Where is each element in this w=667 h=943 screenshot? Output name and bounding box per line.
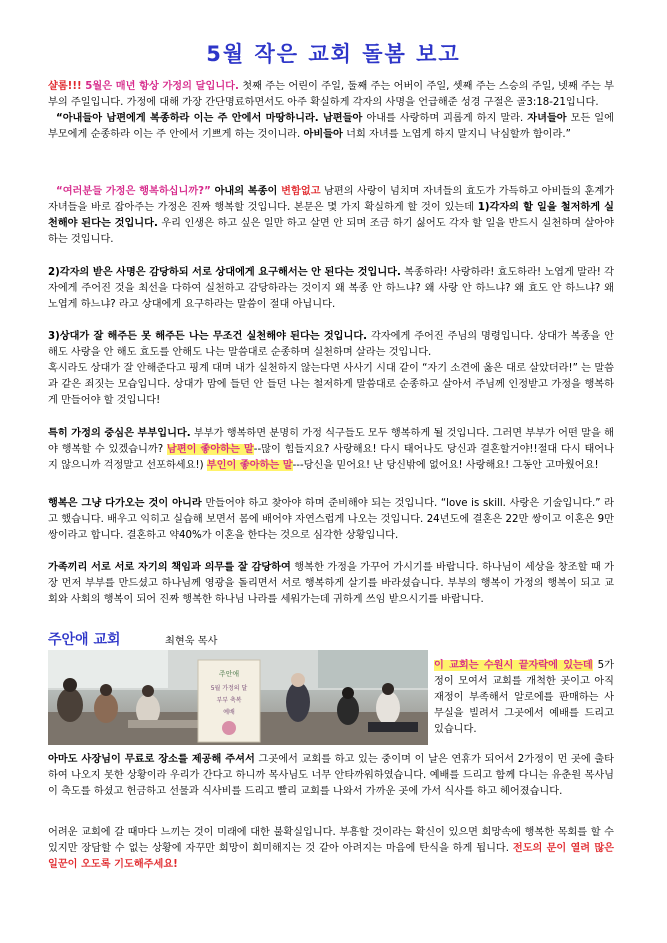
church-paragraph-1 (48, 752, 614, 800)
point-heading: 특히 가정의 중심은 부부입니다. (48, 428, 191, 439)
intro-lead: 5월은 매년 항상 가정의 달입니다. (81, 81, 239, 92)
point-heading: 행복은 그냥 다가오는 것이 아니라 (48, 498, 202, 509)
page-title: 5월 작은 교회 돌봄 보고 (206, 42, 461, 66)
church-side-text (434, 658, 614, 738)
intro-paragraph (48, 79, 614, 143)
point-heading: 2)각자의 받은 사명은 감당하되 서로 상대에게 요구해서는 안 된다는 것입니다. (48, 267, 401, 278)
pastor-name: 최현욱 목사 (165, 636, 218, 647)
prayer-request: 전도의 문이 열려 많은 일꾼이 오도록 기도해주세요! (48, 843, 614, 871)
highlight-phrase: 이 교회는 수원시 끝자락에 있는데 (434, 660, 593, 671)
para-text: 어려운 교회에 갈 때마다 느끼는 것이 미래에 대한 불확실입니다. 부흥할 것이라는 확신이 있으면 희망속에 행복한 목회를 할 수 있지만 장담할 수 없는 상황에 자꾸만 희망이 희미해지는 것 같아 아려지는 마음에 탄식을 하게 됩니다. (48, 827, 614, 855)
point-heading: 아마도 사장님이 무료로 장소를 제공해 주셔서 (48, 754, 255, 765)
para-text: 복종하라! 사랑하라! 효도하라! 노엽게 말라! 각자에게 주어진 것을 최선을 다하여 실천하고 감당하라는 것이지 왜 복종 안 하느냐? 왜 사랑 안 하느냐? 왜 효도 안 하느냐? 왜 노엽게 하느냐? 라고 상대에게 요구하라는 말씀이 절대 아닙니다. (48, 267, 615, 311)
intro-text: 첫째 주는 어린이 주일, 둘째 주는 어버이 주일, 셋째 주는 스승의 주일, 넷째 주는 부부의 주일입니다. 가정에 대해 가장 간단명료하면서도 아주 확실하게 각자의 사명을 언급해준 성경 구절은 골3:18-21입니다. (48, 81, 614, 109)
banner-line: 주안애 (218, 670, 240, 678)
paragraph-point-2 (48, 265, 614, 313)
quote-part: “아내들아 남편에게 복종하라 이는 주 안에서 마땅하니라. (56, 113, 323, 125)
quote-part: 아비들아 (303, 129, 343, 141)
church-name: 주안애 교회 (48, 632, 121, 648)
banner-line: 부부 축복 (216, 697, 242, 704)
para-text: 부부가 행복하면 분명히 가정 식구들도 모두 행복하게 될 것입니다. 그러면 부부가 어떤 말을 해야 행복할 수 있겠습니까? (48, 428, 614, 456)
para-text: 5가정이 모여서 교회를 개척한 곳이고 아직 재정이 부족해서 알로에를 판매하는 사무실을 빌려서 그곳에서 예배를 드리고 있습니다. (434, 660, 615, 736)
banner-line: 예배 (223, 709, 235, 716)
point-heading: 3)상대가 잘 해주든 못 해주든 나는 무조건 실천해야 된다는 것입니다. (48, 331, 368, 342)
banner-line: 5월 가정의 달 (210, 685, 248, 692)
para-text: 그곳에서 교회를 하고 있는 중이며 이 날은 연휴가 되어서 2가정이 먼 곳에 출타하여 나오지 못한 상황이라 우리가 간다고 하니까 목사님도 너무 안타까워하였습니다. 예배를 드리고 함께 다니는 유춘원 목사님이 축도를 하셨고 헌금하고 선물과 식사비를 드리고 빨리 교회를 나와서 가까운 곳에 가서 식사를 하고 헤어졌습니다. (48, 754, 615, 798)
point-heading: 가족끼리 서로 서로 자기의 책임과 의무를 잘 감당하여 (48, 562, 291, 573)
highlight-phrase: 부인이 좋아하는 말 (206, 460, 293, 472)
para-text: 혹시라도 상대가 잘 안해준다고 핑계 대며 내가 실천하지 않는다면 사사기 시대 같이 “자기 소견에 옳은 대로 살았더라!” 는 말씀과 같은 죄짓는 모습입니다. 상대가 맘에 들던 안 들던 나는 철저하게 말씀대로 순종하고 살아서 주님께 인정받고 가정을 행복하게 만들어야 할 것입니다! (48, 363, 614, 407)
para-text: ---당신을 믿어요! 난 당신밖에 없어요! 사랑해요! 그동안 고마웠어요! (292, 460, 599, 472)
paragraph-couple (48, 426, 614, 474)
para-text: 만들어야 하고 찾아야 하며 준비해야 되는 것입니다. “love is skill. 사랑은 기술입니다.” 라고 했습니다. 배우고 익히고 실습해 보면서 몸에 배어야 자연스럽게 나오는 것입니다. 24년도에 결혼은 22만 쌍이고 이혼은 9만 쌍이라고 합니다. 결혼하고 약40%가 이혼을 한다는 것으로 심각한 상황입니다. (48, 498, 614, 542)
para-text: 각자에게 주어진 주님의 명령입니다. 상대가 복종을 안 해도 사랑을 안 해도 효도를 안해도 나는 말씀대로 순종하며 실천하며 살라는 것입니다. (48, 331, 614, 359)
paragraph-family (48, 560, 614, 608)
quote-part: 아내를 사랑하며 괴롭게 하지 말라. (362, 113, 528, 125)
para-text: 변함없고 (281, 186, 321, 197)
para-text: 아내의 복종이 (210, 186, 282, 197)
quote-part: 모든 일에 부모에게 순종하라 이는 주 안에서 기쁘게 하는 것이니라. (48, 113, 614, 141)
highlight-phrase: 남편이 좋아하는 말 (166, 444, 254, 456)
para-text: 행복한 가정을 가꾸어 가시기를 바랍니다. 하나님이 세상을 창조할 때 가장 먼저 부부를 만드셨고 하나님께 영광을 돌리면서 서로 행복하게 살기를 바라셨습니다. 부부의 행복이 가정의 행복이 되고 교회와 사회의 행복이 되어 진짜 행복한 하나님 나라를 세워가는데 귀하게 쓰임 받으시기를 바랍니다. (48, 562, 614, 606)
para-text: --많이 힘들지요? 사랑해요! 다시 태어나도 당신과 결혼할거야!!절대 다시 태어나지 않으니까 걱정말고 선포하세요!) (48, 444, 614, 472)
para-text: 1)각자의 할 일을 철저하게 실천해야 된다는 것입니다. (48, 202, 614, 230)
paragraph-happiness (48, 184, 614, 248)
quote-part: 너희 자녀를 노엽게 하지 말지니 낙심할까 함이라.” (342, 129, 571, 141)
quote-part: 자녀들아 (527, 113, 567, 125)
photo-illustration (48, 650, 428, 745)
para-text: 남편의 사랑이 넘치며 자녀들의 효도가 가득하고 아비들의 훈계가 자녀들을 바로 잡아주는 가정은 진짜 행복할 것입니다. 본문은 몇 가지 확실하게 할 것이 있는데 (48, 186, 614, 214)
church-paragraph-2 (48, 825, 614, 873)
paragraph-skill (48, 496, 614, 544)
quote-part: 남편들아 (322, 113, 363, 125)
para-text: 우리 인생은 하고 싶은 일만 하고 살면 안 되며 조금 하기 싫어도 각자 할 일을 반드시 실천하며 살아야 하는 것입니다. (48, 218, 614, 246)
question-text: “여러분들 가정은 행복하십니까?” (56, 186, 211, 197)
church-photo (48, 650, 428, 745)
paragraph-point-3 (48, 329, 614, 409)
greeting: 샬롬!!! (48, 81, 82, 92)
